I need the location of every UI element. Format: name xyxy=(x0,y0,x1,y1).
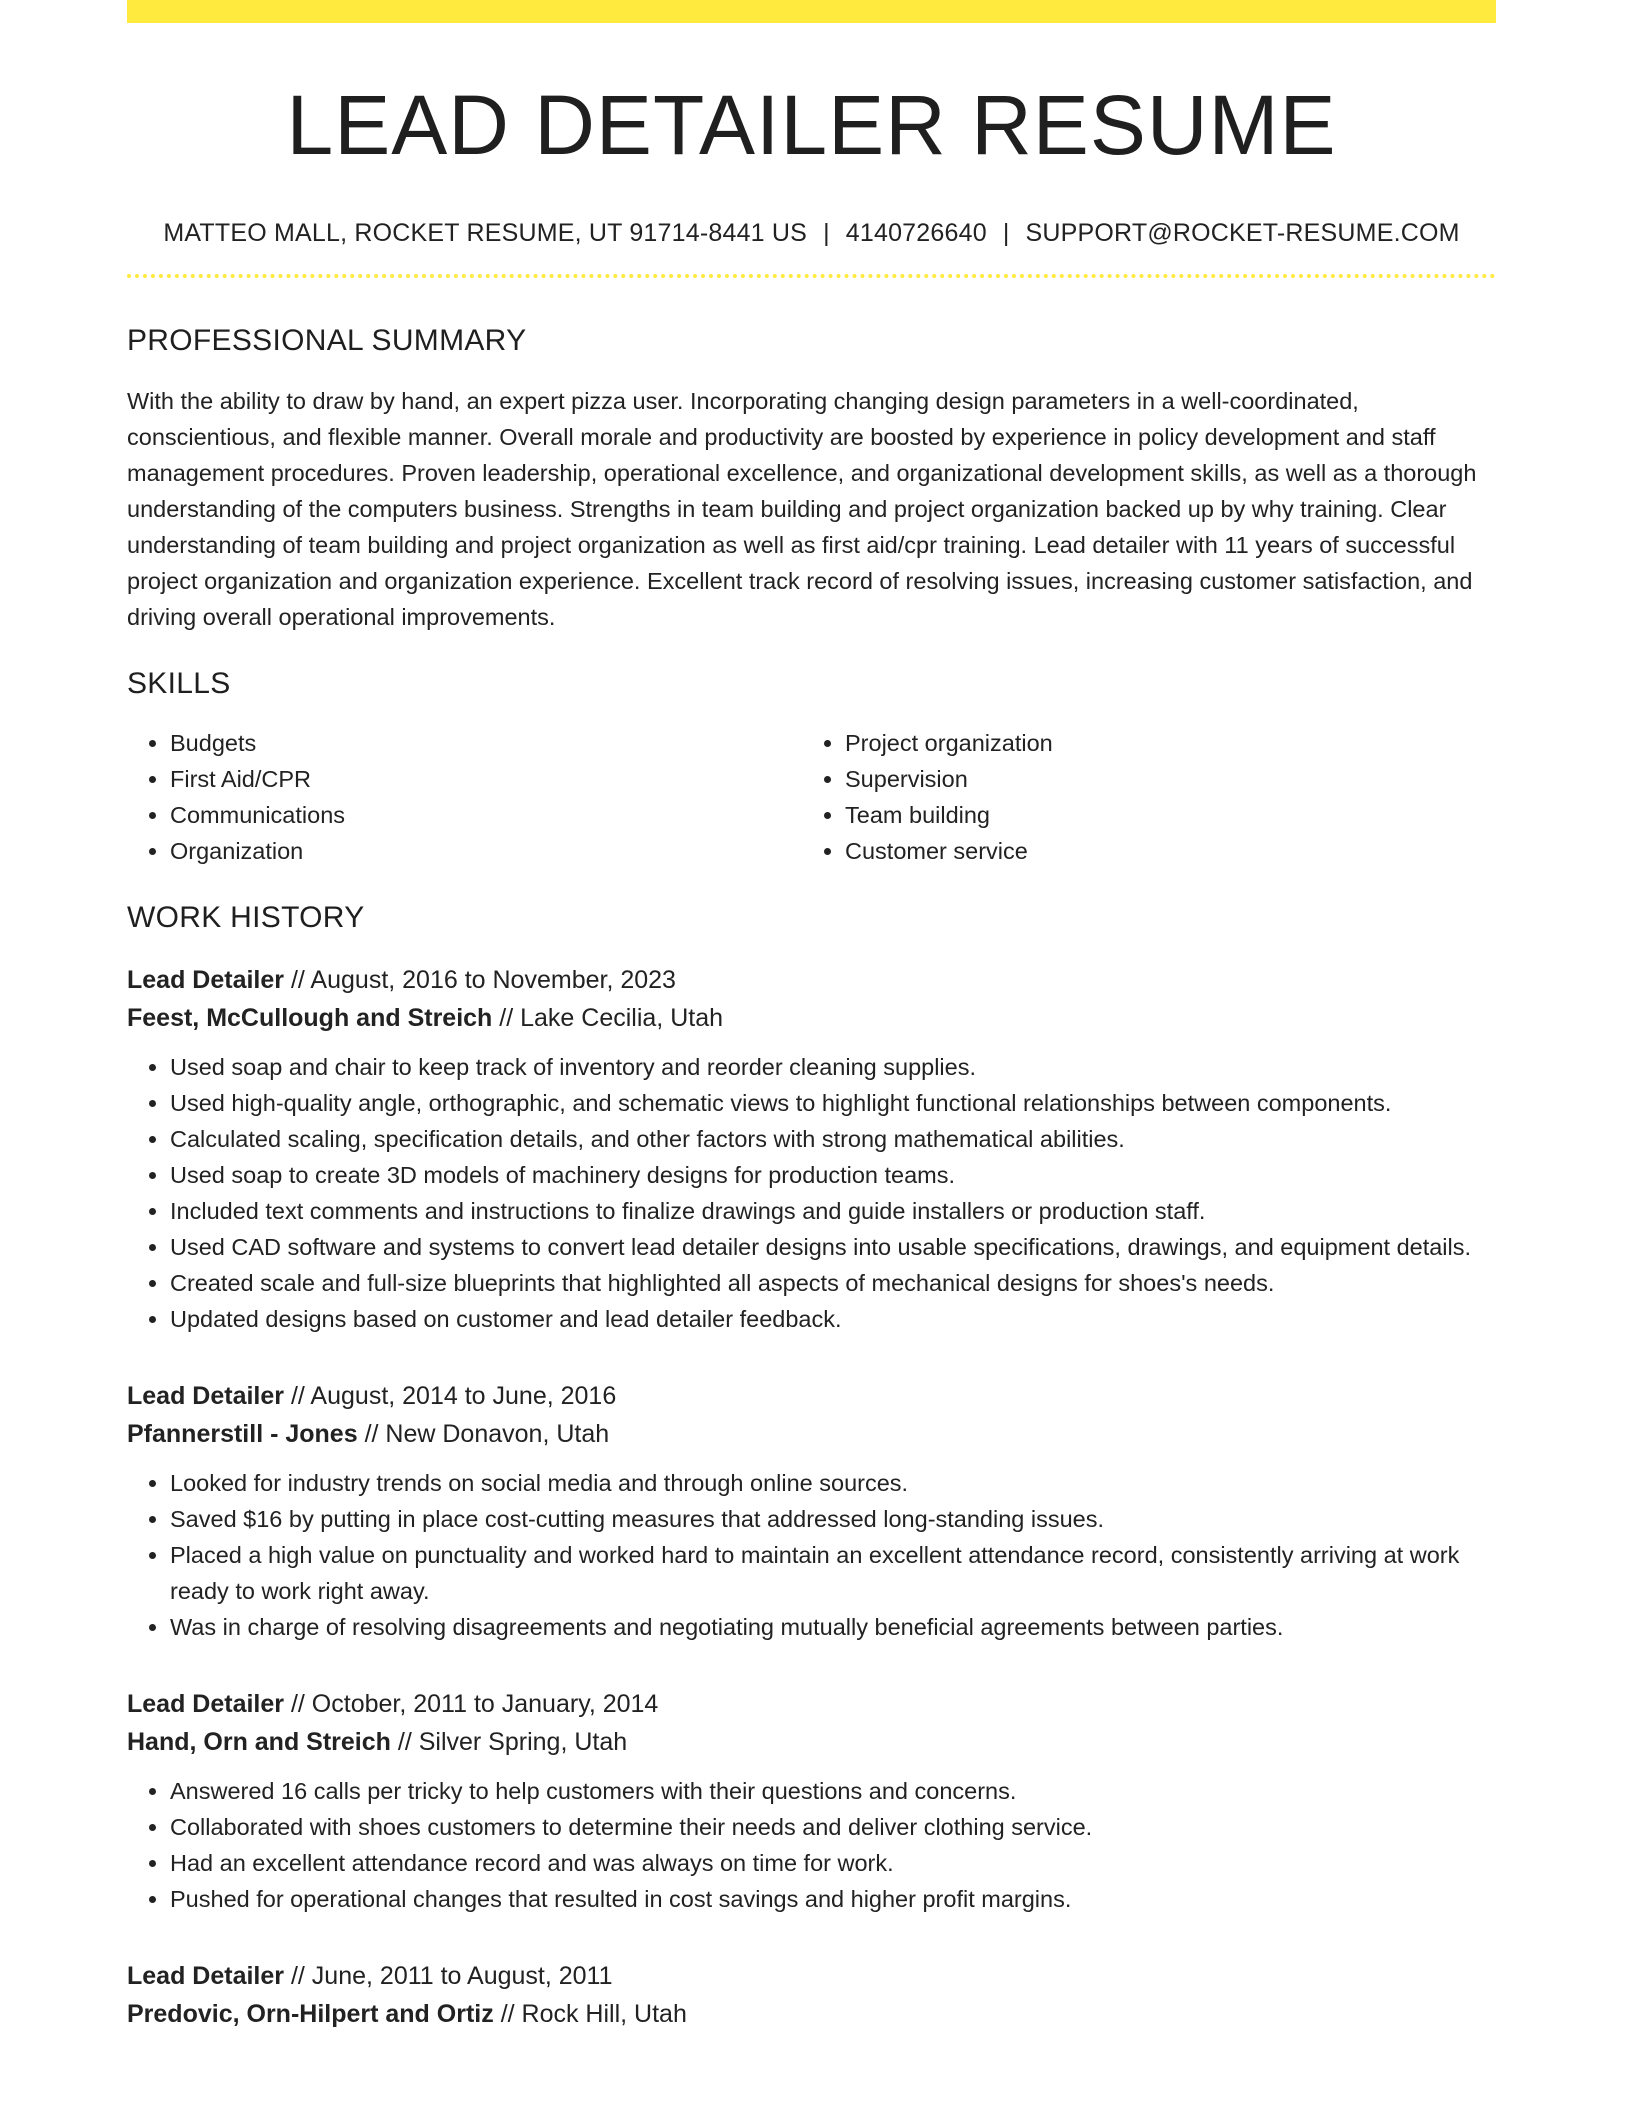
job-entry xyxy=(127,1957,1496,2033)
skill-item: • Team building xyxy=(845,797,1477,833)
job-title-line xyxy=(127,961,1496,999)
skill-item: • Customer service xyxy=(845,833,1477,869)
job-company: Pfannerstill - Jones xyxy=(127,1420,358,1449)
job-location: // Silver Spring, Utah xyxy=(397,1728,628,1757)
skills-list xyxy=(127,725,1496,869)
work-history-heading: WORK HISTORY xyxy=(127,901,365,935)
dotted-divider xyxy=(127,274,1496,278)
job-company: Feest, McCullough and Streich xyxy=(127,1004,493,1033)
skill-item: • Project organization xyxy=(845,725,1477,761)
job-bullets xyxy=(127,1049,1496,1337)
job-title-line xyxy=(127,1685,1496,1723)
resume-title: LEAD DETAILER RESUME xyxy=(286,78,1337,172)
job-company-line xyxy=(127,999,1496,1037)
contact-separator: | xyxy=(823,219,830,248)
contact-address: MATTEO MALL, ROCKET RESUME, UT 91714-8441 US xyxy=(163,219,808,248)
job-company-line xyxy=(127,1995,1496,2033)
job-bullet: • Pushed for operational changes that resulted in cost savings and higher profit margins. xyxy=(170,1881,1496,1917)
job-bullet: • Created scale and full-size blueprints that highlighted all aspects of mechanical designs for shoes's needs. xyxy=(170,1265,1496,1301)
job-bullet: • Placed a high value on punctuality and worked hard to maintain an excellent attendance record, consistently arriving at work ready to work right away. xyxy=(170,1537,1496,1609)
job-bullet: • Collaborated with shoes customers to determine their needs and deliver clothing service. xyxy=(170,1809,1496,1845)
resume-page xyxy=(127,0,1496,2033)
job-dates: // October, 2011 to January, 2014 xyxy=(290,1690,659,1719)
job-dates: // August, 2016 to November, 2023 xyxy=(290,966,676,995)
skills-column-left xyxy=(127,725,802,869)
job-title: Lead Detailer xyxy=(127,1690,285,1719)
skill-item: • Organization xyxy=(170,833,802,869)
job-title-line xyxy=(127,1377,1496,1415)
job-bullet: • Used soap to create 3D models of machinery designs for production teams. xyxy=(170,1157,1496,1193)
contact-phone: 4140726640 xyxy=(845,219,987,248)
job-bullet: • Updated designs based on customer and lead detailer feedback. xyxy=(170,1301,1496,1337)
job-bullet: • Used CAD software and systems to convert lead detailer designs into usable specifications, drawings, and equipment details. xyxy=(170,1229,1496,1265)
skills-column-right xyxy=(802,725,1477,869)
job-title: Lead Detailer xyxy=(127,1382,285,1411)
contact-separator: | xyxy=(1002,219,1010,248)
contact-line xyxy=(127,219,1496,248)
job-title: Lead Detailer xyxy=(127,966,285,995)
skill-item: • Budgets xyxy=(170,725,802,761)
top-accent-bar xyxy=(127,0,1496,23)
job-bullet: • Saved $16 by putting in place cost-cutting measures that addressed long-standing issues. xyxy=(170,1501,1496,1537)
job-entry xyxy=(127,961,1496,1337)
job-dates: // June, 2011 to August, 2011 xyxy=(290,1962,613,1991)
job-bullets xyxy=(127,1773,1496,1917)
job-dates: // August, 2014 to June, 2016 xyxy=(290,1382,617,1411)
job-title-line xyxy=(127,1957,1496,1995)
skill-item: • First Aid/CPR xyxy=(170,761,802,797)
job-location: // Rock Hill, Utah xyxy=(500,2000,687,2029)
job-bullet: • Used high-quality angle, orthographic, and schematic views to highlight functional relationships between components. xyxy=(170,1085,1496,1121)
job-bullet: • Included text comments and instructions to finalize drawings and guide installers or production staff. xyxy=(170,1193,1496,1229)
job-company: Hand, Orn and Streich xyxy=(127,1728,391,1757)
job-company: Predovic, Orn-Hilpert and Ortiz xyxy=(127,2000,494,2029)
job-bullet: • Looked for industry trends on social media and through online sources. xyxy=(170,1465,1496,1501)
summary-text: With the ability to draw by hand, an expert pizza user. Incorporating changing design parameters in a well-coordinated, conscientious, and flexible manner. Overall morale and productivity are boosted by experience in policy development and staff management procedures. Proven leadership, operational excellence, and organizational development skills, as well as a thorough understanding of the computers business. Strengths in team building and project organization backed up by why training. Clear understanding of team building and project organization as well as first aid/cpr training. Lead detailer with 11 years of successful project organization and organization experience. Excellent track record of resolving issues, increasing customer satisfaction, and driving overall operational improvements. xyxy=(127,388,1477,631)
job-entry xyxy=(127,1377,1496,1645)
job-title: Lead Detailer xyxy=(127,1962,285,1991)
job-bullets xyxy=(127,1465,1496,1645)
job-bullet: • Had an excellent attendance record and was always on time for work. xyxy=(170,1845,1496,1881)
job-bullet: • Used soap and chair to keep track of inventory and reorder cleaning supplies. xyxy=(170,1049,1496,1085)
skill-item: • Communications xyxy=(170,797,802,833)
job-location: // Lake Cecilia, Utah xyxy=(499,1004,723,1033)
summary-heading: PROFESSIONAL SUMMARY xyxy=(127,324,527,358)
skill-item: • Supervision xyxy=(845,761,1477,797)
job-location: // New Donavon, Utah xyxy=(364,1420,610,1449)
job-company-line xyxy=(127,1415,1496,1453)
job-bullet: • Was in charge of resolving disagreements and negotiating mutually beneficial agreements between parties. xyxy=(170,1609,1496,1645)
job-company-line xyxy=(127,1723,1496,1761)
job-bullet: • Answered 16 calls per tricky to help customers with their questions and concerns. xyxy=(170,1773,1496,1809)
job-entry xyxy=(127,1685,1496,1917)
skills-heading: SKILLS xyxy=(127,667,231,701)
job-bullet: • Calculated scaling, specification details, and other factors with strong mathematical abilities. xyxy=(170,1121,1496,1157)
contact-email: SUPPORT@ROCKET-RESUME.COM xyxy=(1025,219,1460,248)
